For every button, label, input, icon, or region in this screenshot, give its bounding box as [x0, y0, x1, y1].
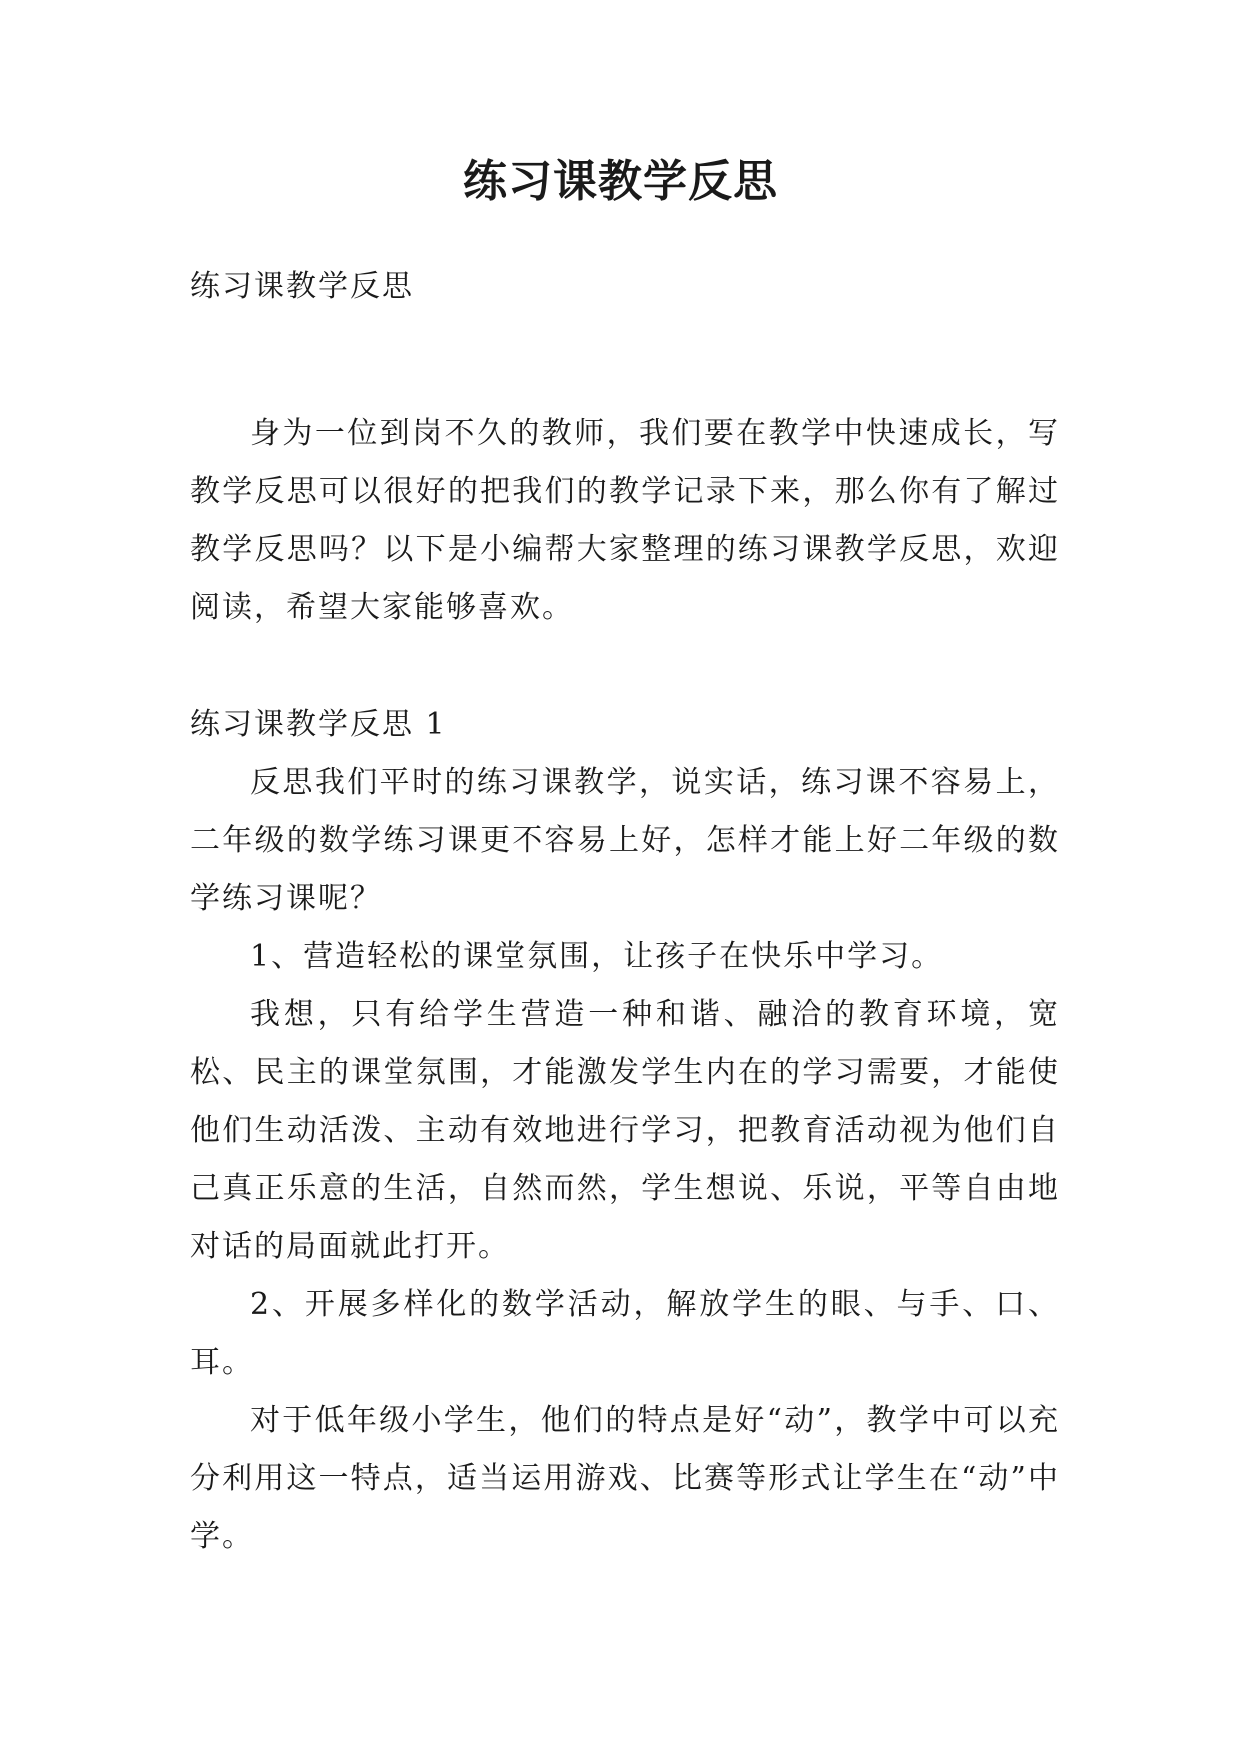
section-heading: 练习课教学反思 1	[190, 707, 447, 742]
section-paragraph-4: 2、开展多样化的数学活动，解放学生的眼、与手、口、耳。	[190, 1287, 1060, 1380]
section-paragraph-5: 对于低年级小学生，他们的特点是好“动”，教学中可以充分利用这一特点，适当运用游戏、比赛等形式让学生在“动”中学。	[190, 1403, 1060, 1554]
subtitle-text: 练习课教学反思	[190, 269, 414, 304]
section-paragraph-3: 我想，只有给学生营造一种和谐、融洽的教育环境，宽松、民主的课堂氛围，才能激发学生内在的学习需要，才能使他们生动活泼、主动有效地进行学习，把教育活动视为他们自己真正乐意的生活，自然而然，学生想说、乐说，平等自由地对话的局面就此打开。	[190, 997, 1060, 1264]
section-paragraph-2: 1、营造轻松的课堂氛围，让孩子在快乐中学习。	[250, 939, 944, 974]
intro-paragraph: 身为一位到岗不久的教师，我们要在教学中快速成长，写教学反思可以很好的把我们的教学记录下来，那么你有了解过教学反思吗？以下是小编帮大家整理的练习课教学反思，欢迎阅读，希望大家能够喜欢。	[190, 416, 1060, 625]
intro-section	[190, 405, 1060, 637]
document-title: 练习课教学反思	[463, 156, 778, 207]
document-subtitle	[190, 258, 1060, 316]
section-paragraph-1: 反思我们平时的练习课教学，说实话，练习课不容易上，二年级的数学练习课更不容易上好，怎样才能上好二年级的数学练习课呢？	[190, 765, 1060, 916]
reflection-section-1	[190, 696, 1060, 1566]
